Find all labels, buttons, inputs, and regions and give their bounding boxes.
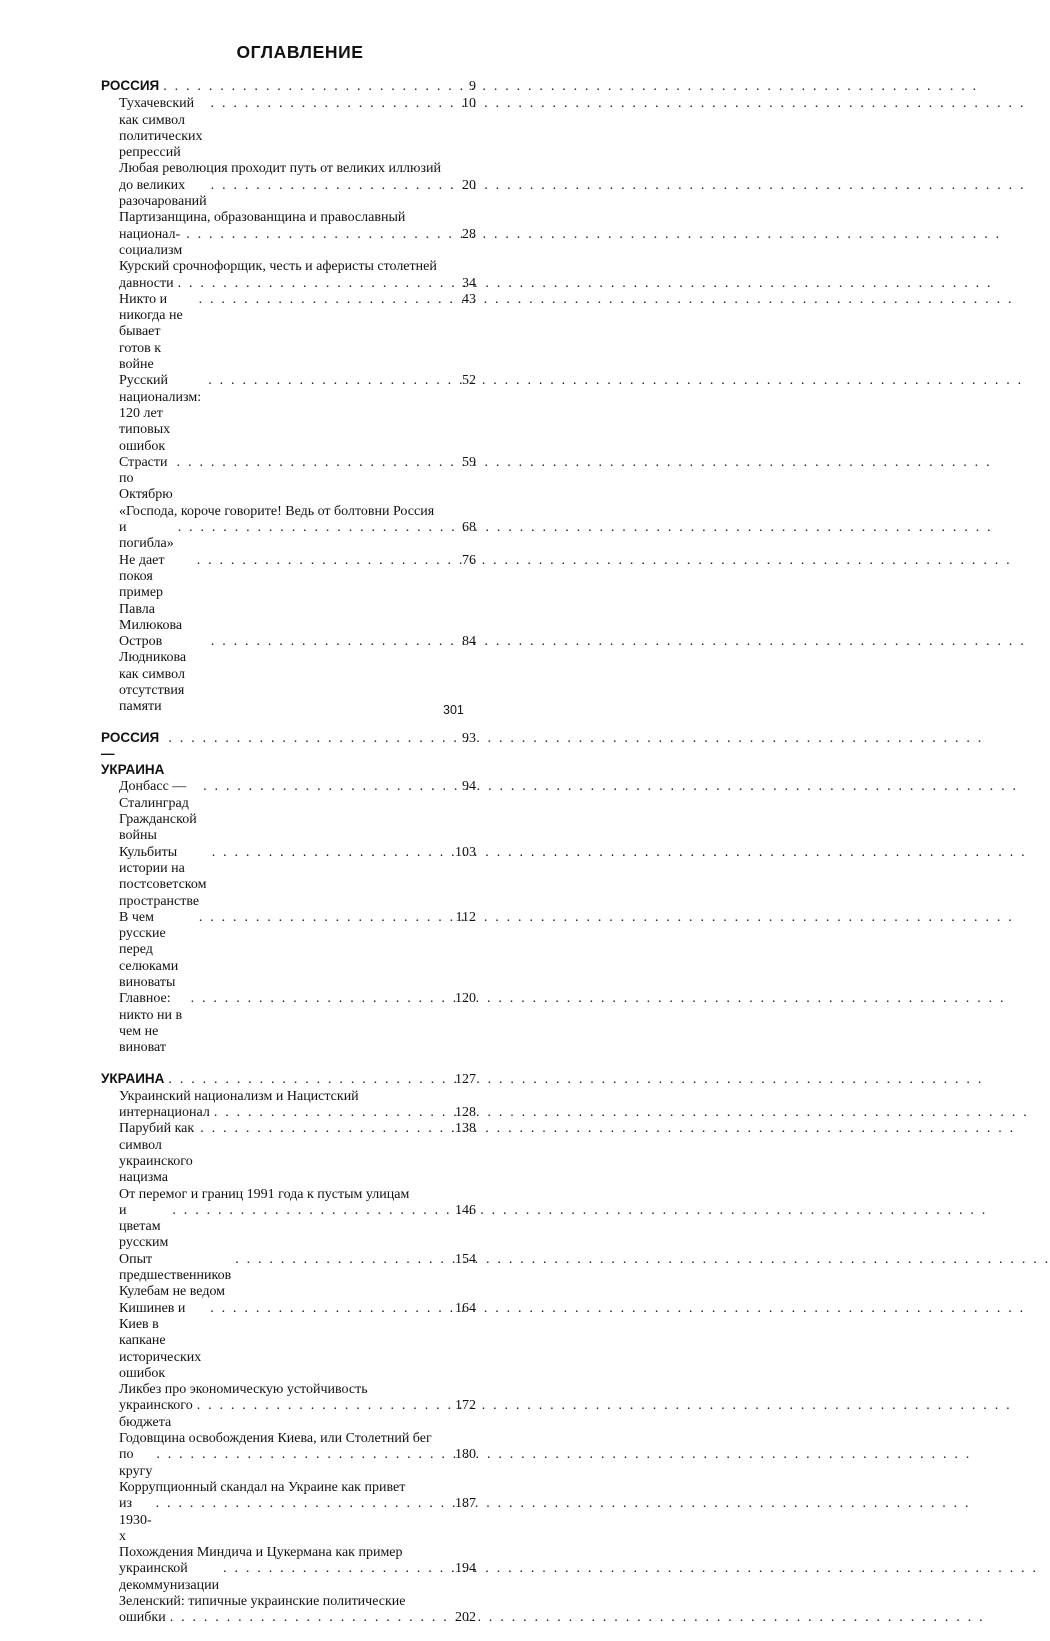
entry-title-line: Тухачевский как символ политических репрессий xyxy=(119,96,203,161)
toc-entry[interactable] xyxy=(101,634,476,715)
entry-title-line: национал-социализм xyxy=(119,226,183,258)
toc-entry[interactable] xyxy=(101,1594,476,1627)
dot-leader xyxy=(187,991,454,1007)
section-page-number: 93 xyxy=(462,730,476,746)
entry-final-line xyxy=(101,292,476,373)
dot-leader xyxy=(199,779,454,795)
entry-title-line: Ликбез про экономическую устойчивость xyxy=(119,1382,368,1398)
entry-final-line xyxy=(101,991,476,1056)
toc-entry[interactable] xyxy=(101,1187,476,1252)
entry-title-line: В чем русские перед селюками виноваты xyxy=(119,909,179,991)
dot-leader xyxy=(152,1447,454,1463)
entry-final-line xyxy=(101,96,476,161)
entry-title-line: «Господа, короче говорите! Ведь от болтовни Россия xyxy=(119,503,435,519)
entry-page-number: 194 xyxy=(455,1561,476,1577)
entry-title-line: украинского бюджета xyxy=(119,1398,193,1430)
entry-title-line: От перемог и границ 1991 года к пустым улицам xyxy=(119,1186,410,1202)
toc-entry[interactable] xyxy=(101,161,476,210)
entry-page-number: 84 xyxy=(462,634,476,650)
entry-final-line xyxy=(101,1496,476,1545)
toc-entry[interactable] xyxy=(101,1252,476,1301)
toc-entry[interactable] xyxy=(101,779,476,844)
entry-final-line xyxy=(101,455,476,504)
entry-title-line: ошибки xyxy=(119,1610,166,1626)
toc-entry[interactable] xyxy=(101,455,476,504)
entry-page-number: 138 xyxy=(455,1121,476,1137)
dot-leader xyxy=(210,1105,454,1121)
entry-title-line: Остров Людникова как символ отсутствия памяти xyxy=(119,634,187,715)
toc-entry[interactable] xyxy=(101,504,476,553)
entry-title-line: Главное: никто ни в чем не виноват xyxy=(119,991,183,1056)
entry-final-line xyxy=(101,1447,476,1480)
toc-entry[interactable] xyxy=(101,991,476,1056)
entry-title-line: Курский срочнофорщик, честь и аферисты столетней xyxy=(119,259,437,275)
entry-page-number: 146 xyxy=(455,1202,476,1218)
toc-entry[interactable] xyxy=(101,845,476,910)
entry-page-number: 43 xyxy=(462,291,476,307)
dot-leader xyxy=(207,178,454,194)
entry-title-line: Опыт предшественников Кулебам не ведом xyxy=(119,1251,232,1300)
toc-entry[interactable] xyxy=(101,1089,476,1122)
page-number: 301 xyxy=(443,703,464,717)
entry-final-line xyxy=(101,1121,476,1186)
toc-section xyxy=(101,730,476,1057)
toc-entry[interactable] xyxy=(101,1545,476,1594)
entry-page-number: 164 xyxy=(455,1300,476,1316)
entry-page-number: 202 xyxy=(455,1610,476,1626)
entry-page-number: 187 xyxy=(455,1496,476,1512)
dot-leader xyxy=(166,1610,454,1626)
toc-section xyxy=(101,78,476,716)
toc-entry[interactable] xyxy=(101,1480,476,1545)
entry-page-number: 10 xyxy=(462,96,476,112)
toc-section-heading[interactable] xyxy=(101,730,476,779)
entry-page-number: 34 xyxy=(462,275,476,291)
dot-leader xyxy=(195,910,454,926)
entry-final-line xyxy=(101,1252,476,1301)
entry-title-line: Похождения Миндича и Цукермана как пример xyxy=(119,1545,403,1561)
entry-title-line: Донбасс — Сталинград Гражданской войны xyxy=(119,779,197,844)
dot-leader xyxy=(195,292,454,308)
dot-leader xyxy=(193,553,454,569)
entry-final-line xyxy=(101,1203,476,1252)
entry-page-number: 68 xyxy=(462,520,476,536)
dot-leader xyxy=(174,520,454,536)
dot-leader xyxy=(152,1496,454,1512)
entry-page-number: 120 xyxy=(455,991,476,1007)
dot-leader xyxy=(196,1121,454,1137)
section-page-number: 127 xyxy=(455,1071,476,1087)
entry-title-line: по кругу xyxy=(119,1447,153,1479)
entry-title-line: Украинский национализм и Нацистский xyxy=(119,1088,359,1104)
entry-final-line xyxy=(101,1301,476,1382)
entry-title-line: давности xyxy=(119,275,174,291)
entry-title-line: Зеленский: типичные украинские политические xyxy=(119,1594,406,1610)
entry-title-line: Никто и никогда не бывает готов к войне xyxy=(119,291,183,373)
entry-final-line xyxy=(101,1105,476,1121)
entry-title-line: и погибла» xyxy=(119,520,174,552)
entry-page-number: 59 xyxy=(462,454,476,470)
dot-leader xyxy=(193,1398,454,1414)
entry-title-line: из 1930-х xyxy=(119,1496,152,1544)
entry-title-line: Годовщина освобождения Киева, или Столетний бег xyxy=(119,1431,432,1447)
entry-page-number: 172 xyxy=(455,1398,476,1414)
entry-page-number: 128 xyxy=(455,1105,476,1121)
entry-title-line: Русский национализм: 120 лет типовых ошибок xyxy=(119,373,202,454)
toc-section-heading[interactable] xyxy=(101,78,476,95)
entry-title-line: Парубий как символ украинского нацизма xyxy=(119,1121,195,1186)
entry-page-number: 76 xyxy=(462,552,476,568)
entry-final-line xyxy=(101,1561,476,1594)
toc-section xyxy=(101,1071,476,1627)
toc-entry[interactable] xyxy=(101,1431,476,1480)
dot-leader xyxy=(182,227,454,243)
section-title: УКРАИНА xyxy=(101,1070,165,1086)
toc-entry[interactable] xyxy=(101,553,476,634)
toc-entry[interactable] xyxy=(101,210,476,259)
entry-final-line xyxy=(101,1610,476,1626)
dot-leader xyxy=(208,845,454,861)
dot-leader xyxy=(173,455,454,471)
entry-page-number: 28 xyxy=(462,226,476,242)
entry-title-line: до великих разочарований xyxy=(119,177,207,210)
entry-title-line: и цветам русским xyxy=(119,1202,169,1251)
dot-leader xyxy=(231,1252,454,1268)
entry-page-number: 20 xyxy=(462,177,476,193)
toc-section-heading[interactable] xyxy=(101,1071,476,1088)
dot-leader xyxy=(207,634,454,650)
entry-final-line xyxy=(101,227,476,260)
toc-entry[interactable] xyxy=(101,373,476,454)
entry-title-line: интернационал xyxy=(119,1105,210,1121)
entry-title-line: Страсти по Октябрю xyxy=(119,454,173,503)
entry-page-number: 94 xyxy=(462,779,476,795)
entry-title-line: Кульбиты истории на постсоветском пространстве xyxy=(119,844,207,909)
toc-entry[interactable] xyxy=(101,1121,476,1186)
toc-entry[interactable] xyxy=(101,292,476,373)
entry-title-line: Партизанщина, образованщина и православный xyxy=(119,210,406,226)
entry-final-line xyxy=(101,553,476,634)
entry-final-line xyxy=(101,1398,476,1431)
entry-page-number: 112 xyxy=(455,909,476,925)
page-title: ОГЛАВЛЕНИЕ xyxy=(236,42,364,62)
dot-leader xyxy=(204,373,454,389)
entry-final-line xyxy=(101,845,476,910)
entry-page-number: 52 xyxy=(462,373,476,389)
entry-final-line xyxy=(101,178,476,211)
entry-title-line: Кишинев и Киев в капкане исторических ошибок xyxy=(119,1300,202,1381)
entry-page-number: 180 xyxy=(455,1447,476,1463)
entry-final-line xyxy=(101,373,476,454)
entry-title-line: Не дает покоя пример Павла Милюкова xyxy=(119,552,183,633)
entry-page-number: 103 xyxy=(455,844,476,860)
entry-title-line: украинской декоммунизации xyxy=(119,1561,220,1593)
section-title: РОССИЯ xyxy=(101,78,160,93)
entry-final-line xyxy=(101,634,476,715)
entry-page-number: 154 xyxy=(455,1251,476,1267)
entry-title-line: Любая революция проходит путь от великих иллюзий xyxy=(119,161,441,177)
dot-leader xyxy=(159,79,454,95)
dot-leader xyxy=(174,276,454,292)
dot-leader xyxy=(164,731,454,747)
entry-final-line xyxy=(101,276,476,292)
table-of-contents xyxy=(101,78,476,1641)
toc-entry[interactable] xyxy=(101,910,476,991)
dot-leader xyxy=(219,1561,454,1577)
dot-leader xyxy=(164,1072,454,1088)
entry-title-line: Коррупционный скандал на Украине как привет xyxy=(119,1479,406,1495)
section-title: РОССИЯ — УКРАИНА xyxy=(101,729,165,778)
section-page-number: 9 xyxy=(469,79,476,94)
toc-entry[interactable] xyxy=(101,259,476,292)
dot-leader xyxy=(168,1203,454,1219)
toc-entry[interactable] xyxy=(101,1382,476,1431)
entry-final-line xyxy=(101,520,476,553)
toc-entry[interactable] xyxy=(101,1301,476,1382)
dot-leader xyxy=(207,96,454,112)
entry-final-line xyxy=(101,910,476,991)
entry-final-line xyxy=(101,779,476,844)
toc-entry[interactable] xyxy=(101,96,476,161)
dot-leader xyxy=(206,1301,454,1317)
